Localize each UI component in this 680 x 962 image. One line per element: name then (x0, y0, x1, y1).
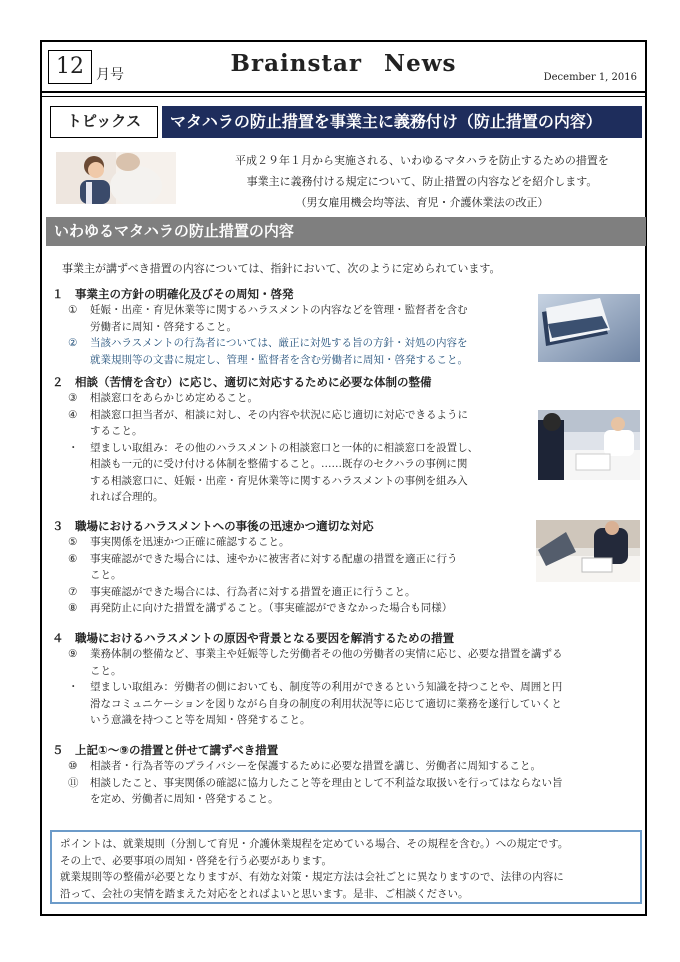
measure-section-4 (52, 630, 642, 729)
item-marker: ⑦ (68, 585, 78, 598)
item-line: こと。 (90, 664, 122, 677)
item-marker: ② (68, 337, 78, 349)
item-line: 相談したこと、事実関係の確認に協力したこと等を理由として不利益な取扱いを行ってはならない旨 (90, 776, 563, 789)
masthead-news: News (384, 50, 457, 77)
newsletter-header (42, 42, 645, 92)
measure-item (52, 646, 642, 679)
item-marker: ⑪ (68, 776, 79, 789)
header-rule-thick (42, 91, 645, 93)
measure-item (52, 600, 642, 617)
mother-and-child-photo (56, 152, 176, 204)
office-meeting-photo (536, 520, 640, 582)
item-marker: ④ (68, 408, 78, 421)
measure-item (52, 440, 530, 506)
item-line: 就業規則等の文書に規定し、管理・監督者を含む労働者に周知・啓発すること。 (90, 353, 468, 366)
measure-item (52, 407, 530, 440)
intro-line: （男女雇用機会均等法、育児・介護休業法の改正） (295, 196, 549, 209)
measure-item (52, 335, 530, 368)
item-marker: ・ (68, 441, 79, 454)
item-line: 相談窓口担当者が、相談に対し、その内容や状況に応じ適切に対応できるように (90, 408, 468, 421)
measure-item (52, 775, 642, 808)
measure-item (52, 584, 642, 601)
section-title: いわゆるマタハラの防止措置の内容 (46, 217, 646, 246)
item-marker: ⑤ (68, 536, 78, 548)
item-line: 望ましい取組み：その他のハラスメントの相談窓口と一体的に相談窓口を設置し、 (90, 441, 479, 454)
intro-line: 平成２９年１月から実施される、いわゆるマタハラを防止するための措置を (235, 154, 609, 167)
item-line: を定め、労働者に周知・啓発すること。 (90, 793, 279, 805)
item-line: 相談窓口をあらかじめ定めること。 (90, 392, 258, 404)
item-line: する相談窓口に、妊娠・出産・育児休業等に関するハラスメントの事例を組み入 (90, 474, 468, 487)
item-line: 望ましい取組み：労働者の側においても、制度等の利用ができるという知識を持つことや、周囲と円 (90, 681, 563, 693)
point-line: 就業規則等の整備が必要となりますが、有効な対策・規定方法は会社ごとに異なりますので、法律の内容に (60, 871, 564, 883)
header-rule-thin (42, 96, 645, 97)
point-line: ポイントは、就業規則（分割して育児・介護休業規程を定めている場合、その規程を含む。）への規定です。 (60, 838, 569, 850)
item-marker: ⑧ (68, 602, 78, 614)
topics-banner (50, 106, 642, 138)
measure-heading: ２ 相談（苦情を含む）に応じ、適切に対応するために必要な体制の整備 (52, 375, 432, 389)
item-marker: ⑥ (68, 552, 78, 565)
measure-heading: ５ 上記①～⑨の措置と併せて講ずべき措置 (52, 743, 279, 757)
issue-month-suffix: 月号 (96, 67, 124, 83)
item-marker: ⑩ (68, 760, 78, 772)
measure-section-5 (52, 742, 642, 808)
intro-line: 事業主に義務付ける規定について、防止措置の内容などを紹介します。 (246, 175, 598, 188)
documents-binders-photo (538, 294, 640, 362)
item-line: 事実関係を迅速かつ正確に確認すること。 (90, 536, 290, 548)
measure-item (52, 758, 642, 775)
intro-text (202, 150, 642, 213)
item-line: 相談者・行為者等のプライバシーを保護するために必要な措置を講じ、労働者に周知すること。 (90, 760, 541, 772)
item-line: 業務体制の整備など、事業主や妊娠等した労働者その他の労働者の実情に応じ、必要な措置を講ずる (90, 648, 563, 660)
topics-label: トピックス (50, 106, 158, 138)
item-line: 相談も一元的に受け付ける体制を整備すること。……既存のセクハラの事例に関 (90, 458, 468, 470)
issue-date: December 1, 2016 (543, 72, 637, 83)
measure-item (52, 302, 530, 335)
newsletter-page (40, 40, 647, 916)
item-marker: ⑨ (68, 648, 78, 660)
item-line: 滑なコミュニケーションを図りながら自身の制度の利用状況等に応じて適切に業務を遂行していくと (90, 697, 562, 710)
item-line: 事実確認ができた場合には、速やかに被害者に対する配慮の措置を適正に行う (90, 552, 458, 565)
item-line: いう意識を持つこと等を周知・啓発すること。 (90, 714, 311, 726)
lead-text: 事業主が講ずべき措置の内容については、指針において、次のように定められています。 (62, 262, 501, 275)
item-line: れれば合理的。 (90, 491, 164, 503)
item-line: 当該ハラスメントの行為者については、厳正に対処する旨の方針・対処の内容を (90, 337, 468, 349)
point-line: その上で、必要事項の周知・啓発を行う必要があります。 (60, 854, 332, 867)
item-line: 妊娠・出産・育児休業等に関するハラスメントの内容などを管理・監督者を含む (90, 304, 468, 316)
item-line: すること。 (90, 425, 143, 437)
measure-heading: ４ 職場におけるハラスメントの原因や背景となる要因を解消するための措置 (52, 631, 455, 645)
point-callout-box (50, 830, 642, 904)
item-line: 労働者に周知・啓発すること。 (90, 320, 237, 333)
masthead-brand: Brainstar (230, 50, 363, 77)
item-line: 事実確認ができた場合には、行為者に対する措置を適正に行うこと。 (90, 585, 416, 598)
measure-heading: ３ 職場におけるハラスメントへの事後の迅速かつ適切な対応 (52, 519, 374, 533)
point-line: 沿って、会社の実情を踏まえた対応をとればよいと思います。是非、ご相談ください。 (60, 887, 469, 900)
item-marker: ① (68, 304, 78, 316)
item-line: こと。 (90, 569, 122, 581)
consultation-meeting-photo (538, 410, 640, 480)
measure-item (52, 679, 642, 729)
topics-title: マタハラの防止措置を事業主に義務付け（防止措置の内容） (162, 106, 642, 138)
measure-heading: １ 事業主の方針の明確化及びその周知・啓発 (52, 287, 294, 301)
item-marker: ③ (68, 392, 78, 404)
issue-month: 12 (48, 50, 92, 84)
measure-item (52, 390, 530, 407)
item-marker: ・ (68, 681, 79, 693)
item-line: 再発防止に向けた措置を講ずること。（事実確認ができなかった場合も同様） (90, 602, 453, 614)
